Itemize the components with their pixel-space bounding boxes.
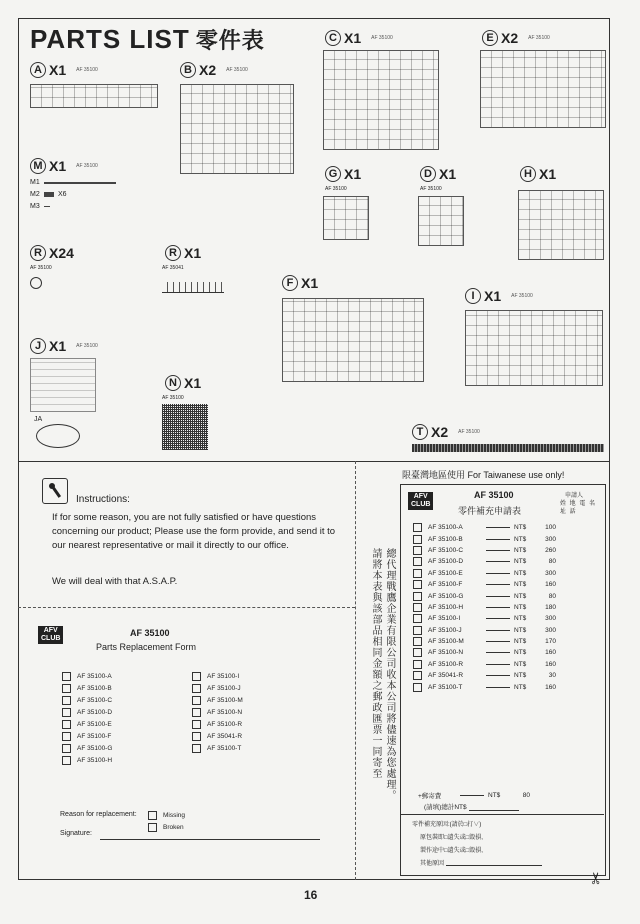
taiwan-header: 限臺灣地區使用 For Taiwanese use only! [402, 470, 565, 480]
r-strip [162, 282, 224, 293]
price-row[interactable]: AF 35100-C NT$ 260 [413, 545, 563, 556]
price-row[interactable]: AF 35100-A NT$ 100 [413, 522, 563, 533]
ja-ring [36, 424, 80, 448]
scissors-icon: ✂ [588, 871, 606, 885]
form-item[interactable]: AF 35100-I [192, 670, 322, 682]
price-row[interactable]: AF 35100-R NT$ 160 [413, 659, 563, 670]
part-label-c: C X1 AF 35100 [325, 30, 393, 46]
sprue-d [418, 196, 464, 246]
form-item[interactable]: AF 35100-D [62, 706, 192, 718]
part-label-r1: R X1 [165, 245, 201, 261]
postage-row: +郵寄費 NT$ 80 [418, 792, 530, 801]
m1-part [44, 182, 116, 184]
form-item[interactable]: AF 35100-A [62, 670, 192, 682]
taiwan-price-list [413, 522, 563, 693]
reason-label: Reason for replacement: [60, 811, 137, 818]
part-label-j: J X1 AF 35100 [30, 338, 98, 354]
form-item[interactable]: AF 35100-R [192, 718, 322, 730]
page-number: 16 [304, 888, 318, 902]
price-row[interactable]: AF 35100-M NT$ 170 [413, 636, 563, 647]
part-code-r24: AF 35100 [30, 265, 52, 271]
sprue-e [480, 50, 606, 128]
part-label-r24: R X24 [30, 245, 74, 261]
part-code-r1: AF 35041 [162, 265, 184, 271]
price-row[interactable]: AF 35100-G NT$ 80 [413, 590, 563, 601]
section-divider [18, 461, 610, 462]
price-row[interactable]: AF 35100-B NT$ 300 [413, 533, 563, 544]
form-cut-line [18, 607, 355, 608]
form-item[interactable]: AF 35100-J [192, 682, 322, 694]
part-label-e: E X2 AF 35100 [482, 30, 550, 46]
signature-label: Signature: [60, 830, 92, 837]
price-row[interactable]: AF 35100-I NT$ 300 [413, 613, 563, 624]
price-row[interactable]: AF 35100-J NT$ 300 [413, 625, 563, 636]
form-item[interactable]: AF 35100-E [62, 718, 192, 730]
reason-line-2: 製作途中□遺失或□毀損, [420, 848, 483, 854]
form-item[interactable]: AF 35100-N [192, 706, 322, 718]
m2-part [44, 192, 54, 197]
cut-line-vertical [355, 461, 356, 880]
part-code-n: AF 35100 [162, 395, 184, 401]
price-row[interactable]: AF 35100-N NT$ 160 [413, 647, 563, 658]
reason-title-zh: 零件補充原因:(請於□打∨) [412, 822, 482, 828]
part-label-i: I X1 AF 35100 [465, 288, 533, 304]
form-item[interactable]: AF 35100-C [62, 694, 192, 706]
instructions-heading: Instructions: [76, 494, 130, 505]
sprue-a [30, 84, 158, 108]
m3-part [44, 206, 50, 207]
part-label-d: D X1 [420, 166, 456, 182]
instructions-closing: We will deal with that A.S.A.P. [52, 576, 178, 587]
m3-label: M3 [30, 203, 40, 210]
applicant-fields: 姓 地 電 名 址 話 [560, 501, 596, 515]
ja-label: JA [34, 416, 43, 423]
form-item[interactable]: AF 35100-T [192, 742, 322, 754]
sprue-i [465, 310, 603, 386]
m2-label: M2 [30, 191, 40, 198]
form-item[interactable]: AF 35100-H [62, 754, 192, 766]
part-label-b: B X2 AF 35100 [180, 62, 248, 78]
form-item[interactable]: AF 35100-B [62, 682, 192, 694]
reason-line-3: 其他原因 [420, 861, 445, 867]
instructions-body: If for some reason, you are not fully satisfied or have questions concerning our product; Please use the form provide, and send it to our nearest representative or mail it directly to our office. [52, 512, 336, 551]
signature-line[interactable] [100, 839, 320, 840]
taiwan-form-divider [400, 814, 604, 815]
form-item[interactable]: AF 35100-F [62, 730, 192, 742]
part-label-a: A X1 AF 35100 [30, 62, 98, 78]
form-column-2 [192, 670, 322, 754]
applicant-label: 申請人 [565, 493, 584, 499]
part-label-m: M X1 AF 35100 [30, 158, 98, 174]
price-row[interactable]: AF 35100-T NT$ 160 [413, 681, 563, 692]
form-column-1 [62, 670, 192, 766]
part-label-t: T X2 AF 35100 [412, 424, 480, 440]
form-title: Parts Replacement Form [96, 642, 197, 652]
part-code-g: AF 35100 [325, 186, 347, 192]
part-label-g: G X1 [325, 166, 361, 182]
part-label-h: H X1 [520, 166, 556, 182]
track-t [412, 444, 604, 452]
taiwan-afv-logo: AFV CLUB [408, 492, 433, 511]
r-ring [30, 277, 42, 289]
price-row[interactable]: AF 35041-R NT$ 30 [413, 670, 563, 681]
form-code: AF 35100 [130, 628, 170, 638]
decal-sheet-j [30, 358, 96, 412]
reason-line-1: 原包裝即□遺失或□毀損, [420, 835, 483, 841]
form-item[interactable]: AF 35041-R [192, 730, 322, 742]
part-label-n: N X1 [165, 375, 201, 391]
total-row: (請填)總計NT$ [424, 801, 519, 812]
part-code-d: AF 35100 [420, 186, 442, 192]
form-item[interactable]: AF 35100-G [62, 742, 192, 754]
taiwan-code: AF 35100 [474, 490, 514, 500]
missing-checkbox[interactable]: Missing [148, 809, 185, 821]
part-label-f: F X1 [282, 275, 318, 291]
sprue-c [323, 50, 439, 150]
sprue-h [518, 190, 604, 260]
page-title: PARTS LIST 零件表 [30, 24, 265, 54]
afv-logo: AFV CLUB [38, 626, 63, 645]
sprue-f [282, 298, 424, 382]
price-row[interactable]: AF 35100-E NT$ 300 [413, 568, 563, 579]
m1-label: M1 [30, 179, 40, 186]
price-row[interactable]: AF 35100-H NT$ 180 [413, 602, 563, 613]
sprue-b [180, 84, 294, 174]
m2-count: X6 [58, 191, 67, 198]
reason-other-line[interactable] [446, 865, 542, 866]
broken-checkbox[interactable]: Broken [148, 821, 184, 833]
taiwan-title: 零件補充申請表 [458, 506, 522, 516]
price-row[interactable]: AF 35100-F NT$ 160 [413, 579, 563, 590]
pointer-icon [42, 478, 68, 504]
sprue-g [323, 196, 369, 240]
price-row[interactable]: AF 35100-D NT$ 80 [413, 556, 563, 567]
vertical-notice: 總代理戰鷹企業有限公司收本公司將儘速為您處理。請將本表與該部品相同金額之郵政匯票一同寄至 [370, 548, 395, 801]
form-item[interactable]: AF 35100-M [192, 694, 322, 706]
mesh-n [162, 404, 208, 450]
